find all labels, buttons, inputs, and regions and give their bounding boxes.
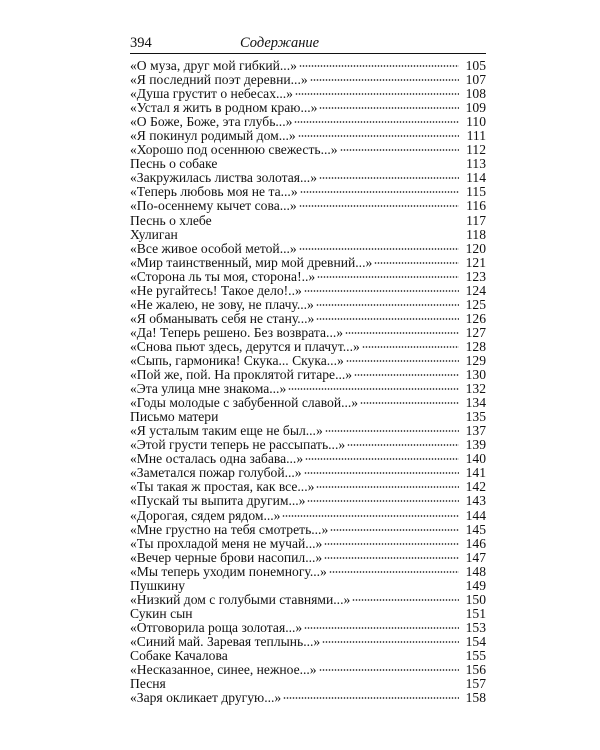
dot-leader: [195, 612, 459, 616]
toc-entry-title: «Я последний поэт деревни...»: [130, 73, 308, 88]
dot-leader: [340, 148, 459, 152]
toc-entry-page: 110: [466, 114, 486, 130]
toc-entry: [130, 312, 486, 326]
toc-entry-title: «Мне грустно на тебя смотреть...»: [130, 522, 329, 537]
dot-leader: [317, 275, 459, 279]
toc-entry-page: 142: [465, 479, 486, 495]
toc-entry: [130, 649, 486, 663]
dot-leader: [316, 303, 459, 307]
toc-entry-title: «Мы теперь уходим понемногу...»: [130, 564, 327, 579]
page-number: 394: [130, 35, 152, 51]
dot-leader: [362, 345, 459, 349]
toc-entry-page: 109: [465, 100, 486, 116]
dot-leader: [295, 92, 459, 96]
dot-leader: [310, 78, 459, 82]
toc-entry-title: «Ты такая ж простая, как все...»: [130, 480, 315, 495]
toc-entry: [130, 438, 486, 452]
toc-entry-page: 147: [465, 549, 486, 565]
toc-entry: [130, 579, 486, 593]
dot-leader: [330, 528, 459, 532]
toc-entry: [130, 382, 486, 396]
toc-entry: [130, 424, 486, 438]
dot-leader: [299, 247, 459, 251]
toc-entry: [130, 607, 486, 621]
dot-leader: [304, 471, 459, 475]
toc-entry-title: «Сторона ль ты моя, сторона!..»: [130, 269, 316, 284]
toc-entry-title: «Не ругайтесь! Такое дело!..»: [130, 283, 302, 298]
section-title: Содержание: [240, 35, 320, 51]
toc-entry: [130, 663, 486, 677]
toc-entry-title: «Заря окликает другую...»: [130, 691, 282, 706]
toc-entry-title: «Несказанное, синее, нежное...»: [130, 663, 317, 678]
toc-entry-page: 114: [466, 170, 486, 186]
toc-entry-title: «Теперь любовь моя не та...»: [130, 185, 298, 200]
toc-entry-title: Песнь о собаке: [130, 157, 218, 172]
toc-entry-page: 135: [465, 409, 486, 425]
toc-entry-page: 143: [465, 493, 486, 509]
dot-leader: [304, 626, 459, 630]
toc-entry-page: 150: [465, 591, 486, 607]
toc-entry-title: «Закружилась листва золотая...»: [130, 171, 317, 186]
dot-leader: [300, 190, 459, 194]
toc-entry-title: «Я усталым таким еще не был...»: [130, 424, 323, 439]
toc-entry: [130, 354, 486, 368]
toc-entry: [130, 480, 486, 494]
dot-leader: [220, 415, 459, 419]
toc-entry-title: «Устал я жить в родном краю...»: [130, 101, 318, 116]
table-of-contents: [130, 59, 486, 705]
toc-entry-title: «Сыпь, гармоника! Скука... Скука...»: [130, 353, 344, 368]
toc-entry-page: 158: [465, 690, 486, 706]
toc-entry-page: 115: [466, 184, 486, 200]
toc-entry: [130, 551, 486, 565]
toc-entry-page: 129: [465, 352, 486, 368]
toc-entry-page: 117: [466, 212, 486, 228]
toc-entry-title: «Снова пьют здесь, дерутся и плачут...»: [130, 339, 360, 354]
toc-entry: [130, 185, 486, 199]
toc-entry: [130, 691, 486, 705]
toc-entry-title: «По-осеннему кычет сова...»: [130, 199, 297, 214]
toc-entry-page: 124: [465, 282, 486, 298]
toc-entry: [130, 340, 486, 354]
toc-entry: [130, 129, 486, 143]
toc-entry: [130, 326, 486, 340]
dot-leader: [283, 696, 459, 700]
toc-entry-title: Песня: [130, 677, 166, 692]
toc-entry: [130, 228, 486, 242]
toc-entry-page: 157: [465, 676, 486, 692]
toc-entry: [130, 565, 486, 579]
toc-entry: [130, 677, 486, 691]
running-head: [130, 34, 486, 54]
toc-entry-page: 153: [465, 619, 486, 635]
toc-entry-page: 113: [466, 156, 486, 172]
toc-entry-page: 120: [465, 240, 486, 256]
toc-entry: [130, 284, 486, 298]
toc-entry-page: 108: [465, 86, 486, 102]
toc-entry-title: «Вечер черные брови насопил...»: [130, 550, 323, 565]
dot-leader: [219, 162, 459, 166]
dot-leader: [288, 387, 459, 391]
toc-entry-title: «Заметался пожар голубой...»: [130, 466, 302, 481]
dot-leader: [346, 359, 459, 363]
dot-leader: [305, 457, 459, 461]
dot-leader: [319, 106, 459, 110]
dot-leader: [319, 176, 459, 180]
toc-entry: [130, 466, 486, 480]
toc-entry-page: 140: [465, 451, 486, 467]
toc-entry-page: 105: [465, 58, 486, 73]
toc-entry: [130, 494, 486, 508]
toc-entry-page: 155: [465, 647, 486, 663]
toc-entry-page: 126: [465, 310, 486, 326]
dot-leader: [324, 556, 459, 560]
dot-leader: [214, 219, 459, 223]
dot-leader: [299, 64, 459, 68]
toc-entry-page: 149: [465, 577, 486, 593]
toc-entry-page: 128: [465, 338, 486, 354]
toc-entry-title: «Отговорила роща золотая...»: [130, 620, 303, 635]
toc-entry: [130, 410, 486, 424]
dot-leader: [304, 289, 459, 293]
toc-entry: [130, 199, 486, 213]
toc-entry: [130, 368, 486, 382]
toc-entry: [130, 635, 486, 649]
toc-entry-title: «Все живое особой метой...»: [130, 241, 297, 256]
toc-entry: [130, 452, 486, 466]
toc-entry-title: Песнь о хлебе: [130, 213, 212, 228]
dot-leader: [329, 570, 459, 574]
toc-entry: [130, 115, 486, 129]
toc-entry-page: 156: [465, 662, 486, 678]
dot-leader: [316, 317, 459, 321]
toc-entry: [130, 537, 486, 551]
toc-entry-title: «Ты прохладой меня не мучай...»: [130, 536, 323, 551]
toc-entry-page: 151: [465, 605, 486, 621]
toc-entry-title: «Не жалею, не зову, не плачу...»: [130, 297, 314, 312]
book-page: [130, 34, 486, 705]
toc-entry-page: 112: [466, 142, 486, 158]
dot-leader: [168, 682, 459, 686]
dot-leader: [298, 134, 459, 138]
dot-leader: [299, 204, 459, 208]
dot-leader: [307, 499, 459, 503]
toc-entry-page: 111: [466, 128, 486, 144]
toc-entry-title: «Хорошо под осеннюю свежесть...»: [130, 143, 338, 158]
toc-entry-title: Пушкину: [130, 578, 186, 593]
toc-entry: [130, 143, 486, 157]
toc-entry-title: «О Боже, Боже, эта глубь...»: [130, 115, 293, 130]
toc-entry-title: «Эта улица мне знакома...»: [130, 382, 287, 397]
toc-entry: [130, 509, 486, 523]
toc-entry: [130, 396, 486, 410]
toc-entry-title: «О муза, друг мой гибкий...»: [130, 59, 297, 73]
toc-entry-title: «Низкий дом с голубыми ставнями...»: [130, 592, 351, 607]
toc-entry-title: «Душа грустит о небесах...»: [130, 87, 293, 102]
toc-entry-title: «Синий май. Заревая теплынь...»: [130, 634, 321, 649]
dot-leader: [230, 654, 459, 658]
toc-entry-page: 116: [466, 198, 486, 214]
toc-entry-page: 148: [465, 563, 486, 579]
dot-leader: [322, 640, 459, 644]
toc-entry: [130, 59, 486, 73]
toc-entry-title: «Дорогая, сядем рядом...»: [130, 508, 281, 523]
toc-entry-title: «Я обманывать себя не стану...»: [130, 311, 315, 326]
toc-entry-title: Письмо матери: [130, 410, 219, 425]
toc-entry: [130, 242, 486, 256]
toc-entry: [130, 87, 486, 101]
dot-leader: [374, 261, 459, 265]
dot-leader: [354, 373, 459, 377]
dot-leader: [294, 120, 459, 124]
toc-entry-title: Собаке Качалова: [130, 648, 228, 663]
toc-entry-page: 125: [465, 296, 486, 312]
toc-entry-page: 145: [465, 521, 486, 537]
toc-entry: [130, 171, 486, 185]
dot-leader: [282, 514, 459, 518]
toc-entry-page: 146: [465, 535, 486, 551]
toc-entry-title: «Этой грусти теперь не рассыпать...»: [130, 438, 346, 453]
toc-entry: [130, 298, 486, 312]
toc-entry-page: 127: [465, 324, 486, 340]
toc-entry: [130, 157, 486, 171]
dot-leader: [352, 598, 459, 602]
toc-entry-page: 130: [465, 367, 486, 383]
toc-entry-page: 137: [465, 423, 486, 439]
toc-entry-title: «Да! Теперь решено. Без возврата...»: [130, 325, 344, 340]
toc-entry-page: 139: [465, 437, 486, 453]
toc-entry: [130, 101, 486, 115]
toc-entry-title: Сукин сын: [130, 606, 193, 621]
dot-leader: [325, 429, 459, 433]
toc-entry: [130, 73, 486, 87]
toc-entry-page: 123: [465, 268, 486, 284]
dot-leader: [316, 485, 459, 489]
toc-entry: [130, 270, 486, 284]
toc-entry-title: «Мне осталась одна забава...»: [130, 452, 304, 467]
toc-entry-page: 118: [466, 226, 486, 242]
toc-entry: [130, 523, 486, 537]
toc-entry-title: Хулиган: [130, 227, 178, 242]
toc-entry-page: 134: [465, 395, 486, 411]
toc-entry-page: 144: [465, 507, 486, 523]
toc-entry: [130, 621, 486, 635]
toc-entry-page: 121: [465, 254, 486, 270]
dot-leader: [324, 542, 459, 546]
dot-leader: [345, 331, 459, 335]
toc-entry-title: «Я покинул родимый дом...»: [130, 129, 296, 144]
toc-entry: [130, 256, 486, 270]
toc-entry-title: «Пускай ты выпита другим...»: [130, 494, 306, 509]
toc-entry-page: 107: [465, 72, 486, 88]
toc-entry: [130, 593, 486, 607]
toc-entry-page: 141: [465, 465, 486, 481]
toc-entry-page: 154: [465, 633, 486, 649]
toc-entry-title: «Годы молодые с забубенной славой...»: [130, 396, 359, 411]
dot-leader: [180, 233, 459, 237]
toc-entry-title: «Пой же, пой. На проклятой гитаре...»: [130, 368, 353, 383]
dot-leader: [347, 443, 459, 447]
toc-entry: [130, 214, 486, 228]
dot-leader: [187, 584, 459, 588]
toc-entry-page: 132: [465, 381, 486, 397]
dot-leader: [319, 668, 459, 672]
toc-entry-title: «Мир таинственный, мир мой древний...»: [130, 255, 373, 270]
dot-leader: [360, 401, 459, 405]
